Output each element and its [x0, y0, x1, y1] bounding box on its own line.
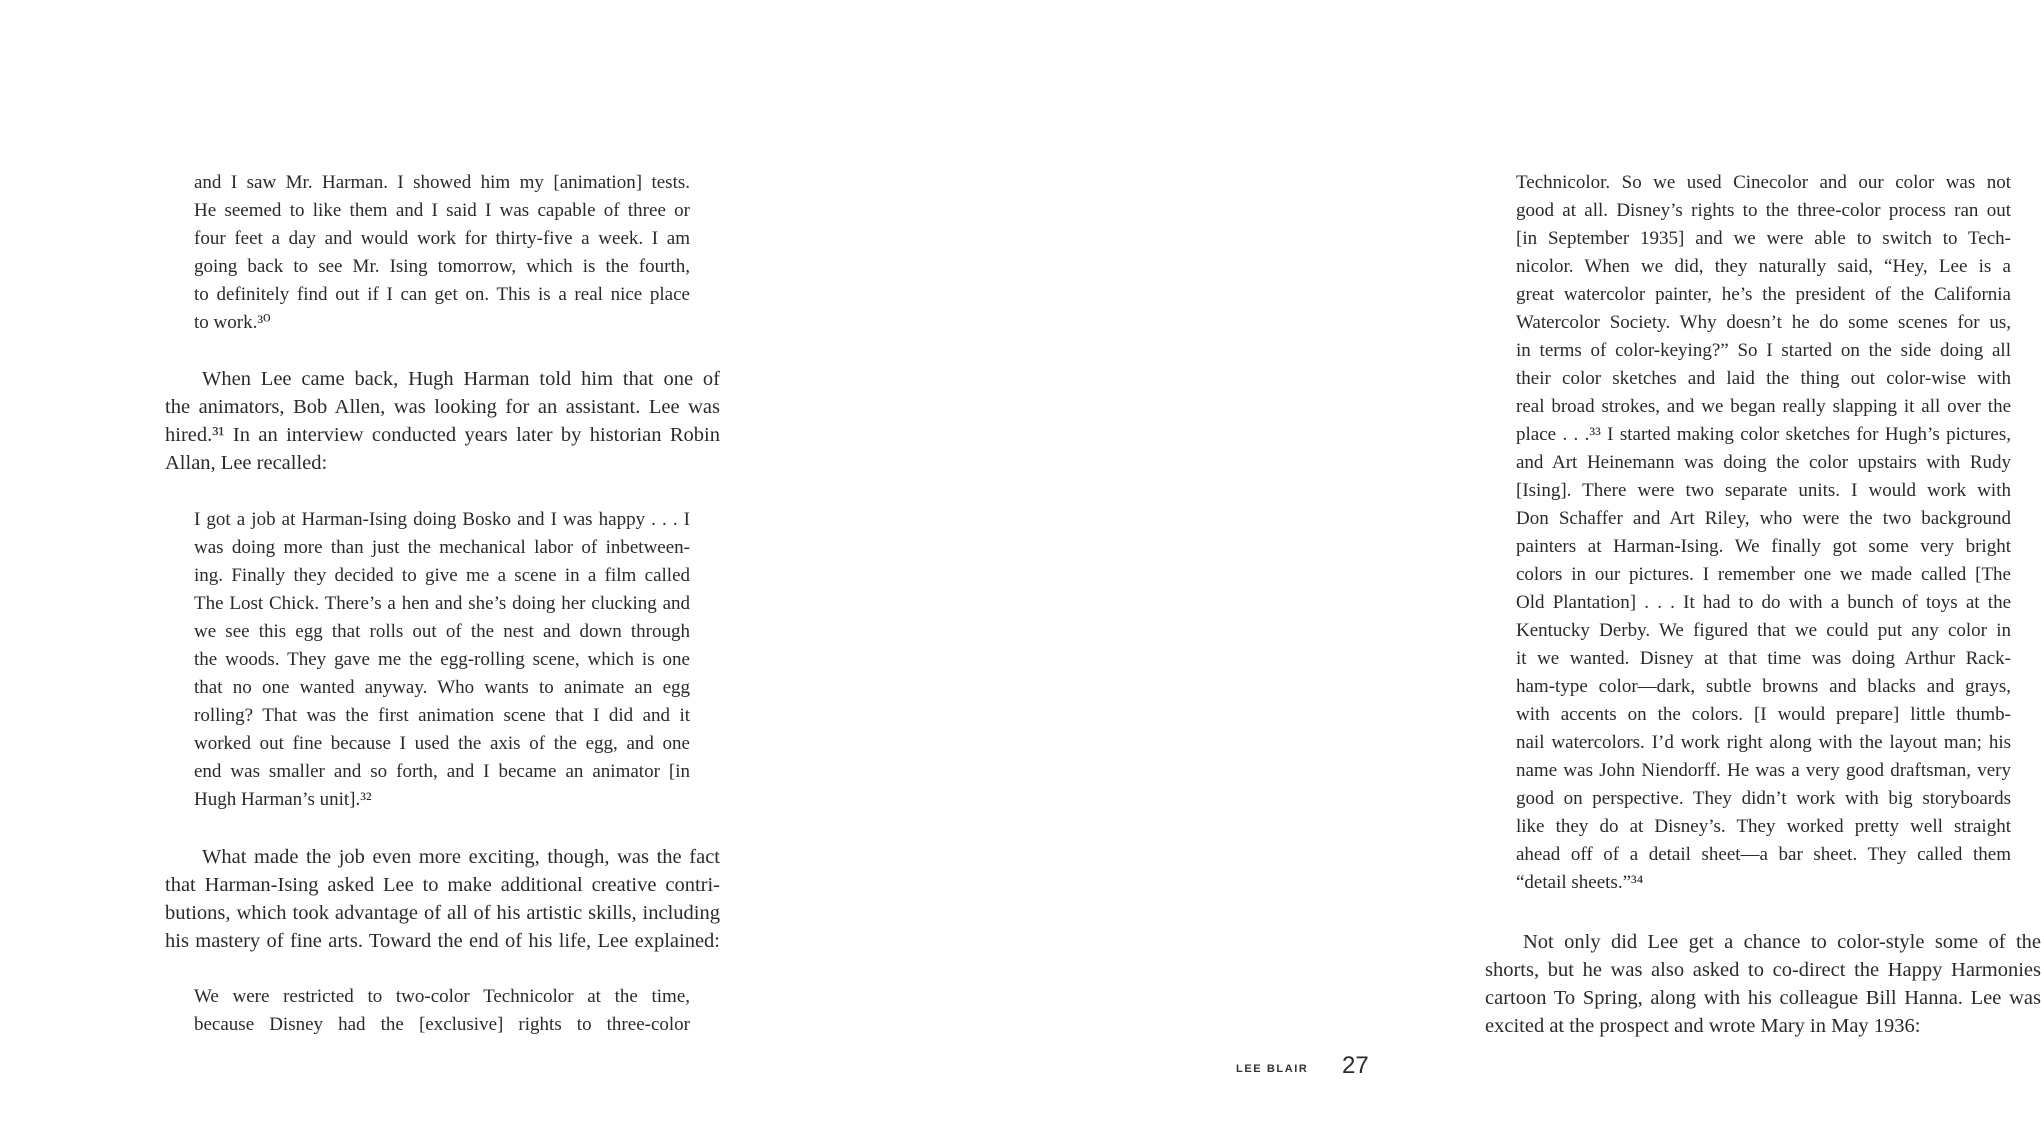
quote3-cont-line: ahead off of a detail sheet—a bar sheet. They called them: [1516, 844, 2011, 865]
quote2-line: the woods. They gave me the egg-rolling scene, which is one: [194, 649, 690, 670]
quote2-line: we see this egg that rolls out of the nest and down through: [194, 621, 690, 642]
quote1-line: He seemed to like them and I said I was capable of three or: [194, 200, 690, 221]
running-head: LEE BLAIR: [1236, 1063, 1309, 1075]
quote3-cont-line: [Ising]. There were two separate units. I would work with: [1516, 480, 2011, 501]
quote3-cont-line: Old Plantation] . . . It had to do with a bunch of toys at the: [1516, 592, 2011, 613]
quote2-line: ing. Finally they decided to give me a scene in a film called: [194, 565, 690, 586]
quote3-cont-line: great watercolor painter, he’s the president of the California: [1516, 284, 2011, 305]
quote3-cont-line: real broad strokes, and we began really slapping it all over the: [1516, 396, 2011, 417]
para2-line: butions, which took advantage of all of his artistic skills, including: [165, 902, 720, 924]
quote3-cont-line: colors in our pictures. I remember one we made called [The: [1516, 564, 2011, 585]
quote3-cont-line: with accents on the colors. [I would prepare] little thumb-: [1516, 704, 2011, 725]
quote3-cont-line: [in September 1935] and we were able to switch to Tech-: [1516, 228, 2011, 249]
para1-line: the animators, Bob Allen, was looking for an assistant. Lee was: [165, 396, 720, 418]
quote2-line: end was smaller and so forth, and I became an animator [in: [194, 761, 690, 782]
para1-line: When Lee came back, Hugh Harman told him that one of: [202, 368, 720, 390]
quote3-cont-line: Watercolor Society. Why doesn’t he do some scenes for us,: [1516, 312, 2011, 333]
quote3-cont-line: name was John Niendorff. He was a very good draftsman, very: [1516, 760, 2011, 781]
para3-line: cartoon To Spring, along with his colleague Bill Hanna. Lee was: [1485, 987, 2041, 1009]
quote3-cont-line: nail watercolors. I’d work right along with the layout man; his: [1516, 732, 2011, 753]
quote3-cont-line: nicolor. When we did, they naturally said, “Hey, Lee is a: [1516, 256, 2011, 277]
quote3-cont-line: it we wanted. Disney at that time was doing Arthur Rack-: [1516, 648, 2011, 669]
quote3-cont-line: in terms of color-keying?” So I started on the side doing all: [1516, 340, 2011, 361]
quote3-line: We were restricted to two-color Technicolor at the time,: [194, 986, 690, 1007]
para1-line: hired.³¹ In an interview conducted years later by historian Robin: [165, 424, 720, 446]
quote1-line: to definitely find out if I can get on. This is a real nice place: [194, 284, 690, 305]
quote2-line: that no one wanted anyway. Who wants to animate an egg: [194, 677, 690, 698]
quote1-line: and I saw Mr. Harman. I showed him my [animation] tests.: [194, 172, 690, 193]
quote3-cont-line: “detail sheets.”³⁴: [1516, 872, 1644, 893]
quote3-cont-line: painters at Harman-Ising. We finally got some very bright: [1516, 536, 2011, 557]
quote3-cont-line: place . . .³³ I started making color sketches for Hugh’s pictures,: [1516, 424, 2011, 445]
quote3-cont-line: Technicolor. So we used Cinecolor and our color was not: [1516, 172, 2011, 193]
quote1-line: to work.³⁰: [194, 312, 271, 333]
quote3-cont-line: Kentucky Derby. We figured that we could put any color in: [1516, 620, 2011, 641]
para3-line: shorts, but he was also asked to co-direct the Happy Harmonies: [1485, 959, 2041, 981]
quote3-cont-line: their color sketches and laid the thing out color-wise with: [1516, 368, 2011, 389]
para3-line: Not only did Lee get a chance to color-style some of the: [1523, 931, 2041, 953]
quote2-line: The Lost Chick. There’s a hen and she’s doing her clucking and: [194, 593, 690, 614]
quote2-line: Hugh Harman’s unit].³²: [194, 789, 372, 810]
quote1-line: going back to see Mr. Ising tomorrow, which is the fourth,: [194, 256, 690, 277]
quote3-cont-line: ham-type color—dark, subtle browns and blacks and grays,: [1516, 676, 2011, 697]
quote2-line: I got a job at Harman-Ising doing Bosko and I was happy . . . I: [194, 509, 690, 530]
para2-line: his mastery of fine arts. Toward the end of his life, Lee explained:: [165, 930, 720, 952]
para2-line: that Harman-Ising asked Lee to make additional creative contri-: [165, 874, 720, 896]
quote3-cont-line: Don Schaffer and Art Riley, who were the two background: [1516, 508, 2011, 529]
para2-line: What made the job even more exciting, though, was the fact: [202, 846, 720, 868]
quote1-line: four feet a day and would work for thirty-five a week. I am: [194, 228, 690, 249]
quote3-cont-line: good on perspective. They didn’t work with big storyboards: [1516, 788, 2011, 809]
quote2-line: rolling? That was the first animation scene that I did and it: [194, 705, 690, 726]
para3-line: excited at the prospect and wrote Mary in May 1936:: [1485, 1015, 1921, 1037]
quote3-line: because Disney had the [exclusive] rights to three-color: [194, 1014, 690, 1035]
quote3-cont-line: good at all. Disney’s rights to the three-color process ran out: [1516, 200, 2011, 221]
page-number: 27: [1342, 1052, 1369, 1079]
quote3-cont-line: and Art Heinemann was doing the color upstairs with Rudy: [1516, 452, 2011, 473]
quote2-line: was doing more than just the mechanical labor of inbetween-: [194, 537, 690, 558]
quote2-line: worked out fine because I used the axis of the egg, and one: [194, 733, 690, 754]
quote3-cont-line: like they do at Disney’s. They worked pretty well straight: [1516, 816, 2011, 837]
para1-line: Allan, Lee recalled:: [165, 452, 328, 474]
